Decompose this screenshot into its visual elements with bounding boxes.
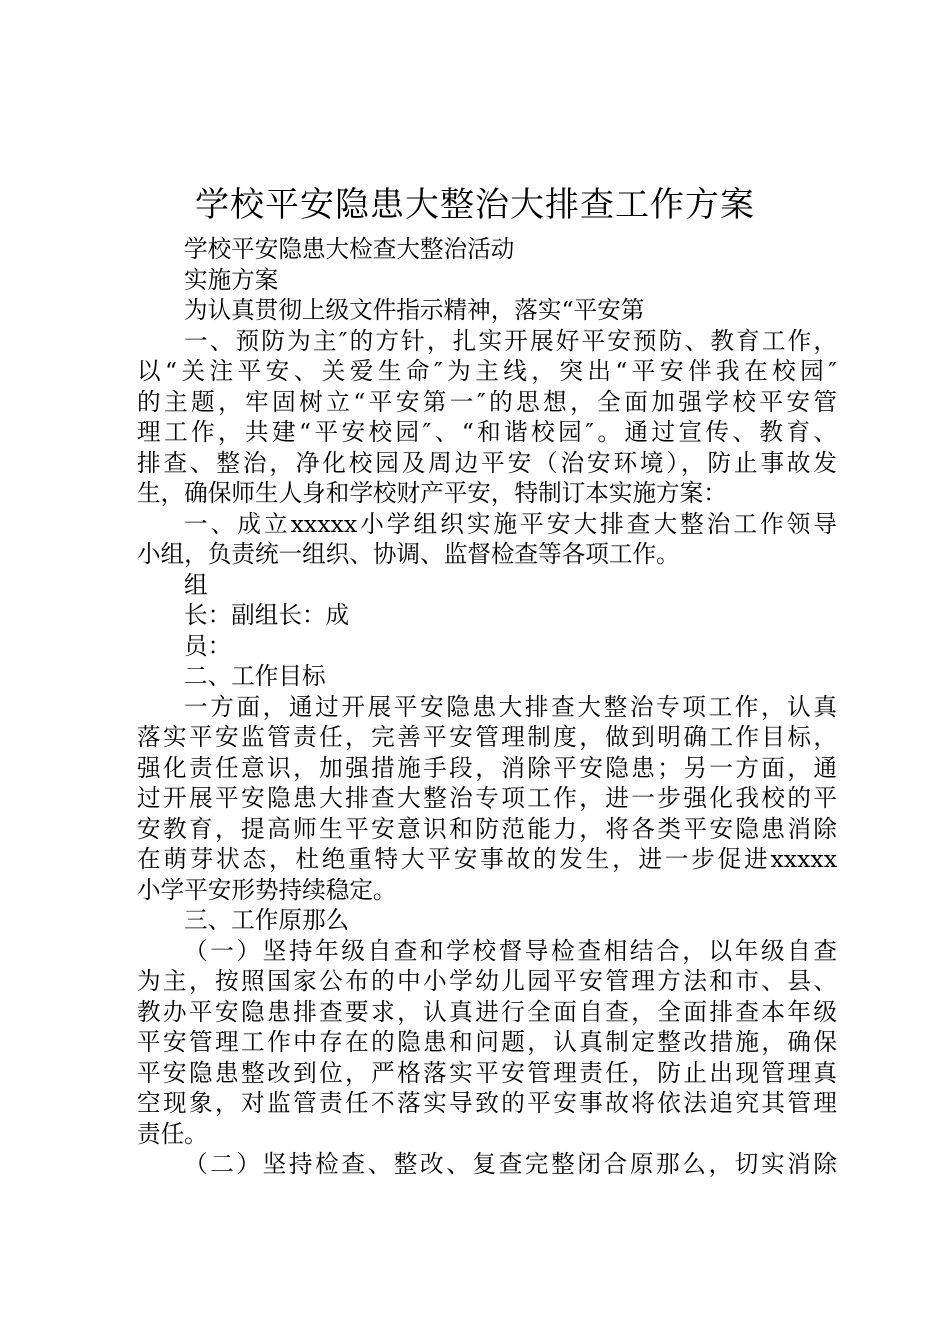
text-line: 以“关注平安、关爱生命″为主线，突出“平安伴我在校园″ (137, 357, 837, 385)
text-line: 平安隐患整改到位，严格落实平安管理责任，防止出现管理真 (137, 1058, 837, 1087)
text-line: 落实平安监管责任，完善平安管理制度，做到明确工作目标， (137, 723, 837, 751)
text-line: 理工作，共建“平安校园″、“和谐校园″。通过宣传、教育、 (137, 418, 837, 446)
text-line: 排查、整治，净化校园及周边平安（治安环境），防止事故发 (137, 448, 837, 477)
text-line: 组 (184, 570, 208, 599)
text-line: 长：副组长：成 (184, 601, 350, 629)
text-line: 一、预防为主″的方针，扎实开展好平安预防、教育工作， (184, 326, 837, 355)
text-line: 在萌芽状态，杜绝重特大平安事故的发生，进一步促进xxxxx (137, 845, 837, 873)
text-line: 空现象，对监管责任不落实导致的平安事故将依法追究其管理 (137, 1089, 837, 1117)
text-line: 为认真贯彻上级文件指示精神，落实“平安第 (184, 296, 645, 324)
text-line: 为主，按照国家公布的中小学幼儿园平安管理方法和市、县、 (137, 967, 837, 995)
text-line: 一、成立xxxxx小学组织实施平安大排查大整治工作领导 (184, 509, 837, 538)
text-line: 教办平安隐患排查要求，认真进行全面自查，全面排查本年级 (137, 997, 837, 1026)
text-line: 二、工作目标 (184, 662, 326, 690)
text-line: 安教育，提高师生平安意识和防范能力，将各类平安隐患消除 (137, 814, 837, 843)
text-line: 一方面，通过开展平安隐患大排查大整治专项工作，认真 (184, 692, 837, 721)
text-line: 小学平安形势持续稳定。 (137, 875, 397, 904)
text-line: 三、工作原那么 (184, 906, 350, 934)
text-line: 责任。 (137, 1119, 208, 1148)
text-line: （一）坚持年级自查和学校督导检查相结合，以年级自查 (184, 936, 837, 965)
text-line: 生，确保师生人身和学校财产平安，特制订本实施方案： (137, 479, 727, 507)
text-line: （二）坚持检查、整改、复查完整闭合原那么，切实消除 (184, 1150, 837, 1178)
document-body (137, 234, 837, 1180)
text-line: 小组，负责统一组织、协调、监督检查等各项工作。 (137, 540, 680, 568)
text-line: 强化责任意识，加强措施手段，消除平安隐患；另一方面，通 (137, 753, 837, 782)
text-line: 过开展平安隐患大排查大整治专项工作，进一步强化我校的平 (137, 784, 837, 812)
text-line: 平安管理工作中存在的隐患和问题，认真制定整改措施，确保 (137, 1028, 837, 1056)
text-line: 实施方案 (184, 265, 279, 294)
text-line: 员： (184, 631, 232, 660)
text-line: 学校平安隐患大检查大整治活动 (184, 235, 515, 263)
text-line: 的主题，牢固树立“平安第一″的思想，全面加强学校平安管 (137, 387, 837, 416)
document-title: 学校平安隐患大整治大排查工作方案 (195, 185, 755, 225)
